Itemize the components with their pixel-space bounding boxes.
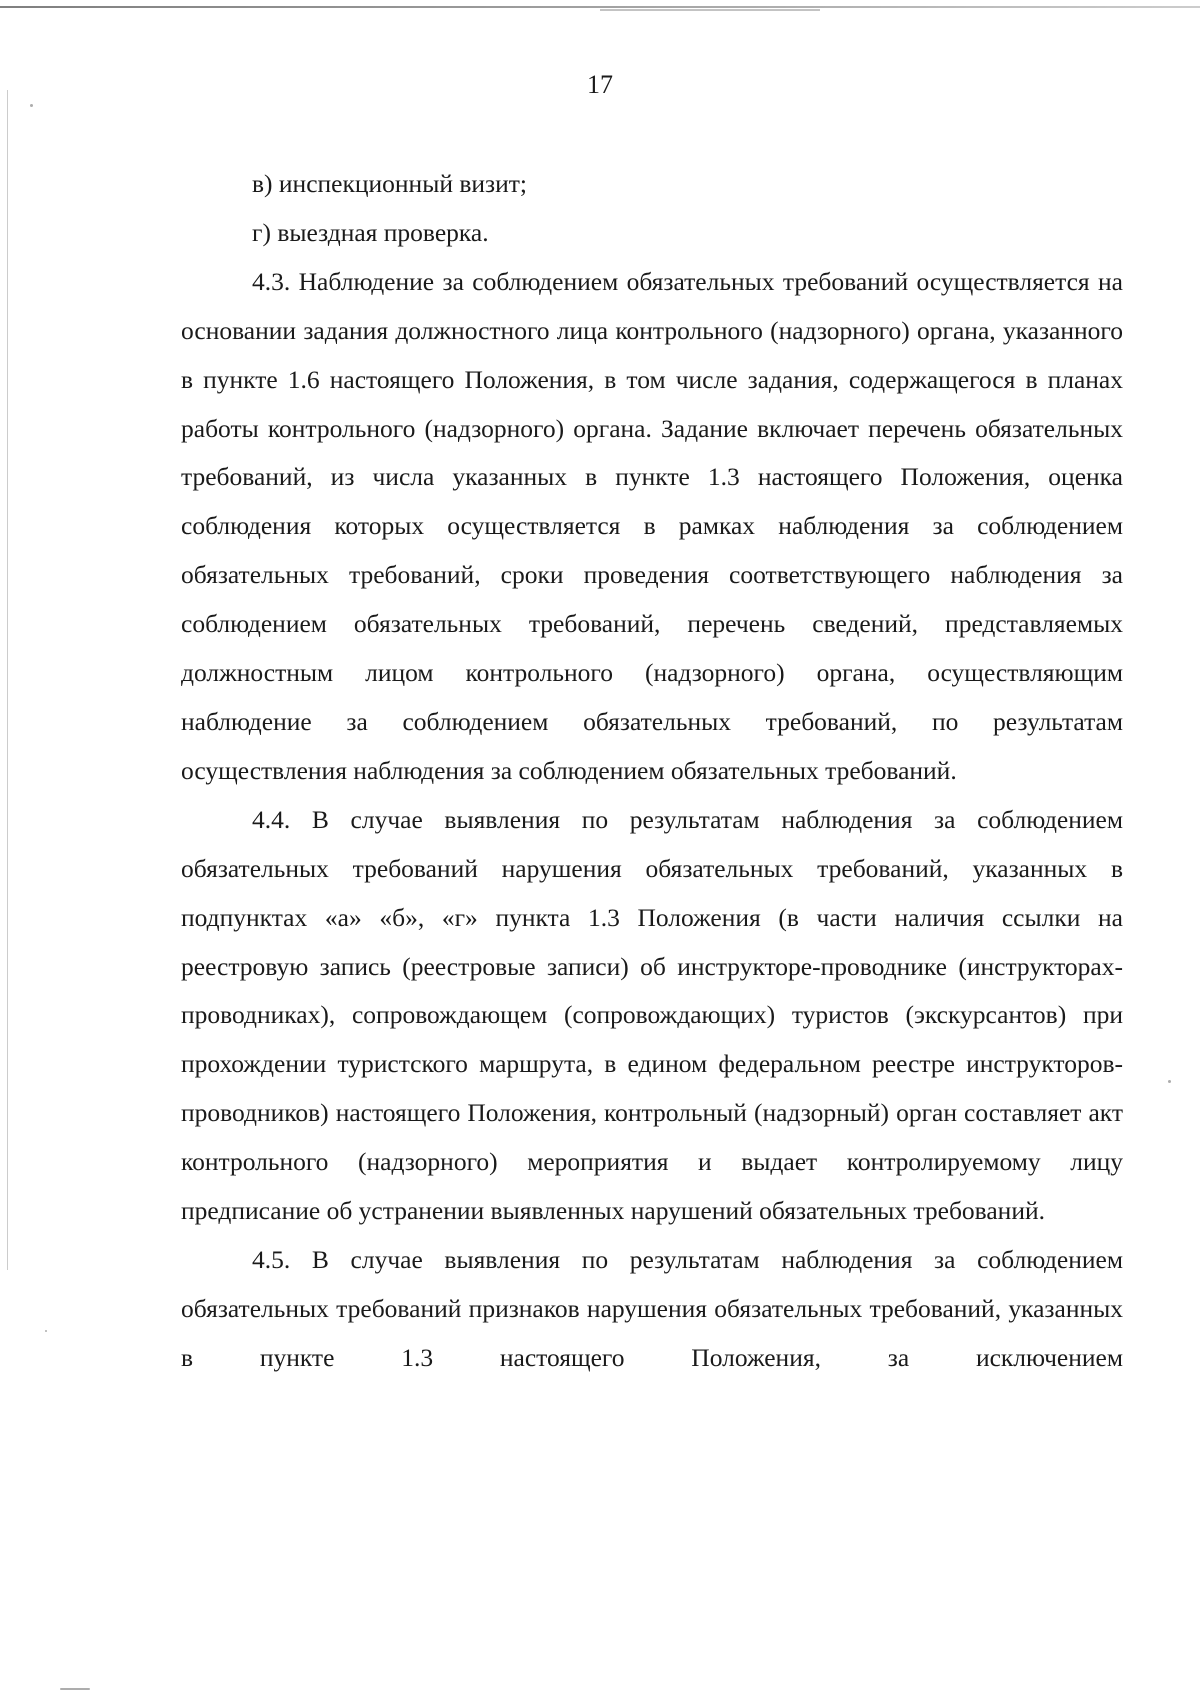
- paragraph-4-3: 4.3. Наблюдение за соблюдением обязательных требований осуществляется на основании задания должностного лица контрольного (надзорного) органа, указанного в пункте 1.6 настоящего Положения, в том числе задания, содержащегося в планах работы контрольного (надзорного) органа. Задание включает перечень обязательных требований, из числа указанных в пункте 1.3 настоящего Положения, оценка соблюдения которых осуществляется в рамках наблюдения за соблюдением обязательных требований, сроки проведения соответствующего наблюдения за соблюдением обязательных требований, перечень сведений, представляемых должностным лицом контрольного (надзорного) органа, осуществляющим наблюдение за соблюдением обязательных требований, по результатам осуществления наблюдения за соблюдением обязательных требований.: [181, 266, 1123, 785]
- scan-edge-top: [0, 6, 1200, 8]
- scan-edge-mark: [600, 9, 820, 11]
- paragraph-list-item-g: г) выездная проверка.: [252, 217, 489, 247]
- scan-speck: [60, 1688, 90, 1690]
- scan-speck: [1168, 1080, 1171, 1083]
- paragraph-4-5: 4.5. В случае выявления по результатам наблюдения за соблюдением обязательных требований признаков нарушения обязательных требований, указанных в пункте 1.3 настоящего Положения, за исключением: [181, 1244, 1123, 1372]
- paragraph-list-item-v: в) инспекционный визит;: [252, 169, 527, 198]
- page-number: 17: [587, 70, 613, 99]
- scan-speck: [30, 104, 33, 107]
- scan-edge-left: [7, 90, 8, 1270]
- paragraph-4-4: 4.4. В случае выявления по результатам наблюдения за соблюдением обязательных требований нарушения обязательных требований, указанных в подпунктах «а» «б», «г» пункта 1.3 Положения (в части наличия ссылки на реестровую запись (реестровые записи) об инструкторе-проводнике (инструкторах-проводниках), сопровождающем (сопровождающих) туристов (экскурсантов) при прохождении туристского маршрута, в едином федеральном реестре инструкторов-проводников) настоящего Положения, контрольный (надзорный) орган составляет акт контрольного (надзорного) мероприятия и выдает контролируемому лицу предписание об устранении выявленных нарушений обязательных требований.: [181, 804, 1123, 1226]
- document-body: [181, 160, 1123, 1383]
- scan-speck: [45, 1330, 47, 1332]
